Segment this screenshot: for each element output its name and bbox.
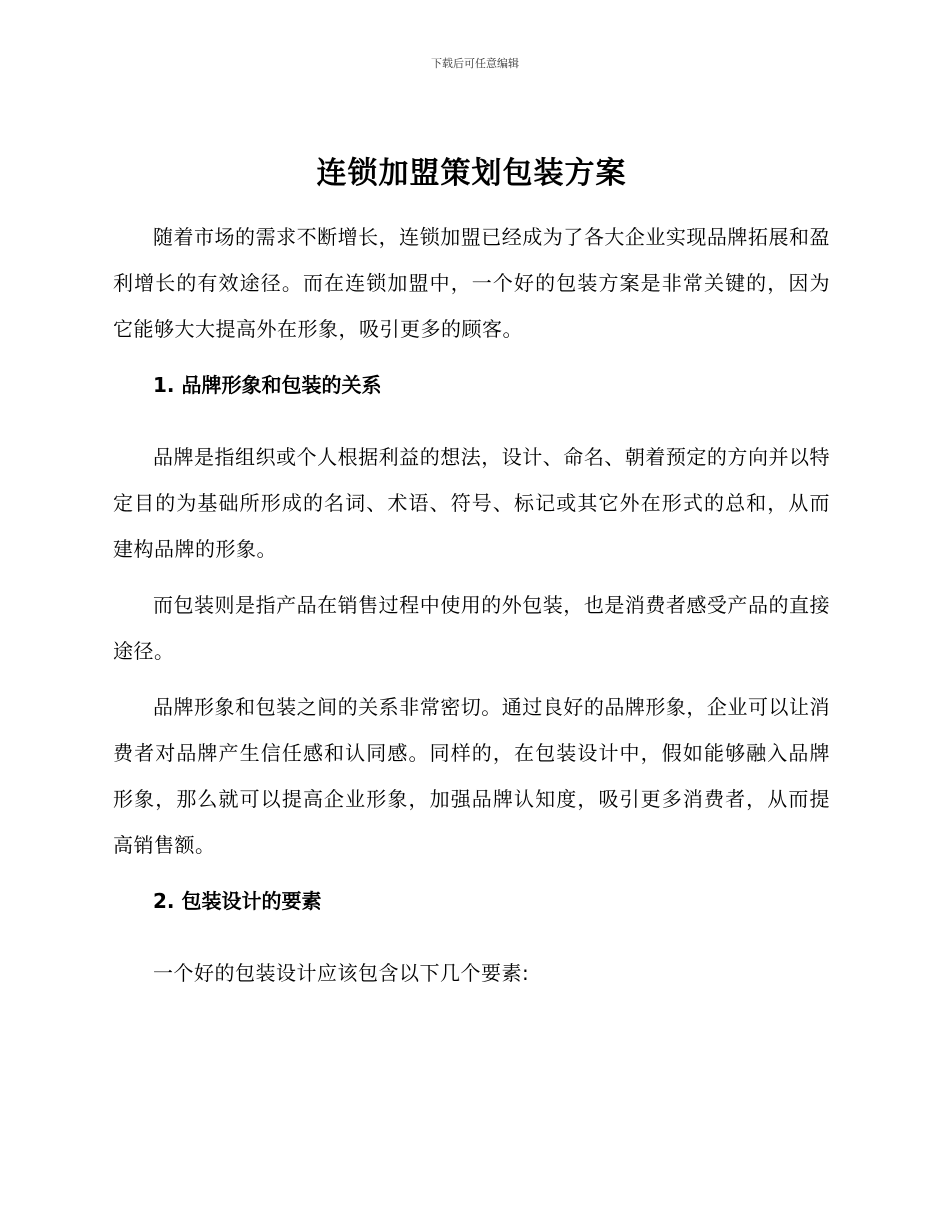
- paragraph-packaging-definition: 而包装则是指产品在销售过程中使用的外包装，也是消费者感受产品的直接途径。: [113, 593, 830, 663]
- section-heading-design-elements: 2. 包装设计的要素: [153, 889, 322, 913]
- paragraph-design-elements-intro: 一个好的包装设计应该包含以下几个要素:: [153, 961, 530, 985]
- paragraph-brand-definition: 品牌是指组织或个人根据利益的想法，设计、命名、朝着预定的方向并以特定目的为基础所形成的名词、术语、符号、标记或其它外在形式的总和，从而建构品牌的形象。: [113, 445, 830, 561]
- intro-paragraph: 随着市场的需求不断增长，连锁加盟已经成为了各大企业实现品牌拓展和盈利增长的有效途径。而在连锁加盟中，一个好的包装方案是非常关键的，因为它能够大大提高外在形象，吸引更多的顾客。: [113, 225, 830, 341]
- section-heading-brand-image: 1. 品牌形象和包装的关系: [153, 373, 382, 397]
- paragraph-brand-packaging-relation: 品牌形象和包装之间的关系非常密切。通过良好的品牌形象，企业可以让消费者对品牌产生信任感和认同感。同样的，在包装设计中，假如能够融入品牌形象，那么就可以提高企业形象，加强品牌认知度，吸引更多消费者，从而提高销售额。: [113, 695, 830, 857]
- document-title: 连锁加盟策划包装方案: [316, 156, 627, 191]
- document-body: [113, 150, 830, 1006]
- page-header-note: 下载后可任意编辑: [431, 57, 519, 70]
